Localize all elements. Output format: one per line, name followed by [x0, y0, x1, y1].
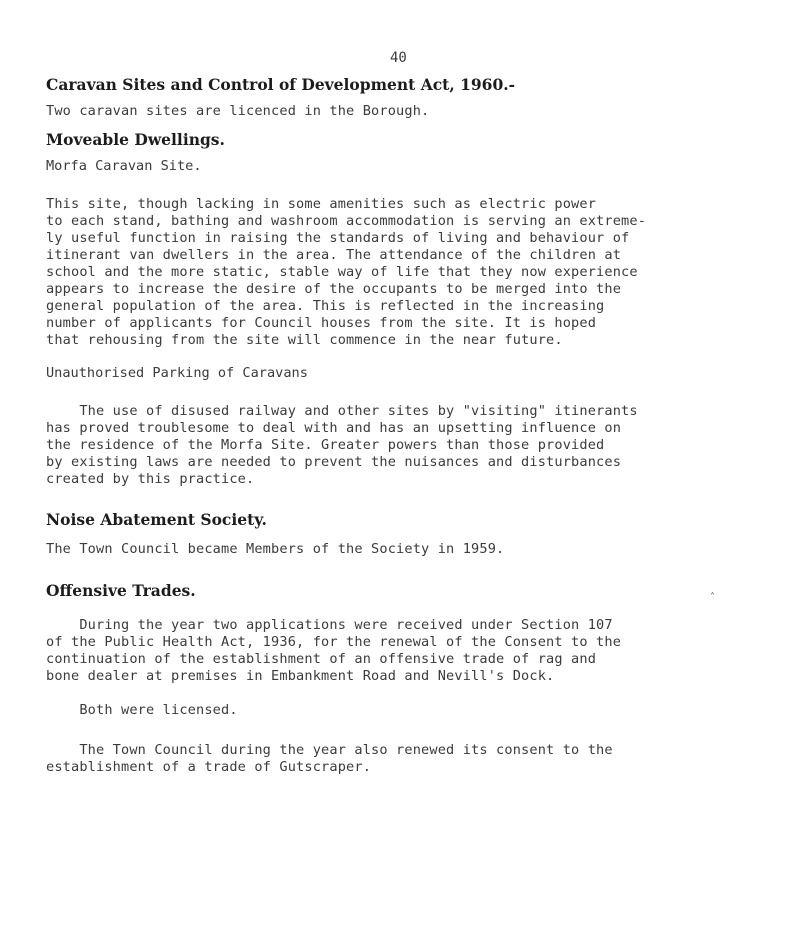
paragraph-line: school and the more static, stable way of life that they now experience [46, 264, 638, 280]
paragraph-line: The use of disused railway and other sites by "visiting" itinerants [46, 403, 638, 419]
subheading-unauthorised-parking: Unauthorised Parking of Caravans [46, 365, 308, 381]
paragraph-line: the residence of the Morfa Site. Greater powers than those provided [46, 437, 605, 453]
paragraph-line: general population of the area. This is reflected in the increasing [46, 298, 605, 314]
paragraph-line: itinerant van dwellers in the area. The attendance of the children at [46, 247, 622, 263]
page-number: 40 [390, 50, 407, 66]
paragraph-line: Both were licensed. [46, 702, 238, 718]
paragraph-line: This site, though lacking in some amenities such as electric power [46, 196, 597, 212]
section-heading-noise-abatement: Noise Abatement Society. [46, 510, 267, 529]
paragraph-line: by existing laws are needed to prevent the nuisances and disturbances [46, 454, 622, 470]
paragraph-line: ly useful function in raising the standards of living and behaviour of [46, 230, 630, 246]
paragraph-line: created by this practice. [46, 471, 255, 487]
paragraph-line: The Town Council became Members of the Society in 1959. [46, 541, 505, 557]
section-heading-moveable-dwellings: Moveable Dwellings. [46, 130, 225, 149]
paragraph-line: that rehousing from the site will commence in the near future. [46, 332, 563, 348]
paragraph-line: to each stand, bathing and washroom accommodation is serving an extreme- [46, 213, 647, 229]
paragraph-line: continuation of the establishment of an offensive trade of rag and [46, 651, 597, 667]
stray-mark: ˄ [710, 592, 715, 603]
paragraph-line: During the year two applications were received under Section 107 [46, 617, 613, 633]
paragraph-line: bone dealer at premises in Embankment Road and Nevill's Dock. [46, 668, 555, 684]
paragraph-line: Two caravan sites are licenced in the Borough. [46, 103, 430, 119]
paragraph-line: of the Public Health Act, 1936, for the renewal of the Consent to the [46, 634, 622, 650]
section-heading-offensive-trades: Offensive Trades. [46, 581, 196, 600]
paragraph-line: number of applicants for Council houses from the site. It is hoped [46, 315, 597, 331]
paragraph-line: establishment of a trade of Gutscraper. [46, 759, 372, 775]
section-heading-caravan-sites-act: Caravan Sites and Control of Development Act, 1960.- [46, 75, 516, 94]
subheading-morfa-caravan-site: Morfa Caravan Site. [46, 158, 202, 174]
paragraph-line: has proved troublesome to deal with and has an upsetting influence on [46, 420, 622, 436]
paragraph-line: appears to increase the desire of the occupants to be merged into the [46, 281, 622, 297]
paragraph-line: The Town Council during the year also renewed its consent to the [46, 742, 613, 758]
